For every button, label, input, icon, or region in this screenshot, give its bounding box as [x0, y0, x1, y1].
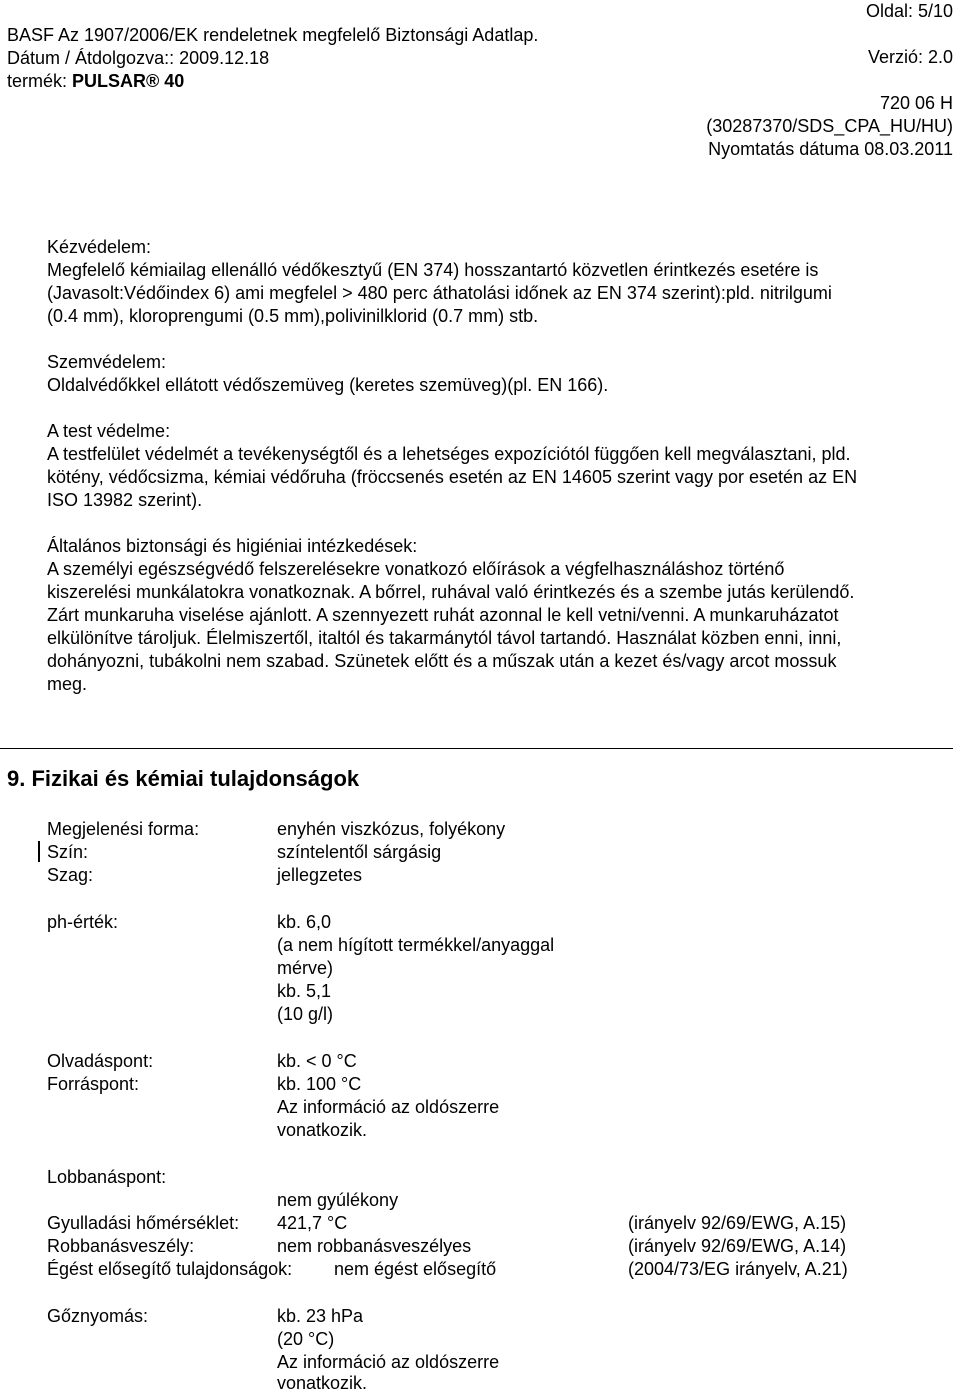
- revision-date: Dátum / Átdolgozva:: 2009.12.18: [7, 48, 270, 68]
- sds-code: (30287370/SDS_CPA_HU/HU): [706, 116, 953, 136]
- ph-value-5: (10 g/l): [277, 1004, 334, 1024]
- product-code: 720 06 H: [879, 93, 953, 113]
- boiling-point-value-3: vonatkozik.: [277, 1120, 368, 1140]
- boiling-point-value-1: kb. 100 °C: [277, 1074, 362, 1094]
- oxidizing-ref: (2004/73/EG irányelv, A.21): [628, 1259, 848, 1279]
- ignition-temp-label: Gyulladási hőmérséklet:: [47, 1213, 240, 1233]
- flash-point-label: Lobbanáspont:: [47, 1167, 167, 1187]
- hygiene-text-6: meg.: [47, 674, 88, 694]
- hand-protection-text-2: (Javasolt:Védőindex 6) ami megfelel > 480 perc áthatolási időnek az EN 374 szerint):pld. nitrilgumi: [47, 283, 832, 303]
- hygiene-text-4: elkülönítve tároljuk. Élelmiszertől, italtól és takarmánytól távol tartandó. Használat közben enni, inni,: [47, 628, 842, 648]
- color-value: színtelentől sárgásig: [277, 842, 442, 862]
- flash-point-value: nem gyúlékony: [277, 1190, 399, 1210]
- section-9-title: 9. Fizikai és kémiai tulajdonságok: [7, 766, 360, 791]
- ph-value-3: mérve): [277, 958, 334, 978]
- explosion-value: nem robbanásveszélyes: [277, 1236, 472, 1256]
- ph-value-4: kb. 5,1: [277, 981, 332, 1001]
- protection-section: [47, 236, 957, 696]
- melting-point-value: kb. < 0 °C: [277, 1051, 357, 1071]
- ignition-temp-value: 421,7 °C: [277, 1213, 348, 1233]
- explosion-ref: (irányelv 92/69/EWG, A.14): [628, 1236, 847, 1256]
- vapour-pressure-value-4: vonatkozik.: [277, 1373, 368, 1393]
- appearance-value: enyhén viszkózus, folyékony: [277, 819, 506, 839]
- version: Verzió: 2.0: [867, 47, 953, 67]
- vapour-pressure-value-2: (20 °C): [277, 1329, 335, 1349]
- body-protection-text-2: kötény, védőcsizma, kémiai védőruha (fröccsenés esetén az EN 14605 szerint vagy por esetén az EN: [47, 467, 858, 487]
- header-left: [7, 24, 538, 93]
- vapour-pressure-label: Gőznyomás:: [47, 1306, 149, 1326]
- ph-value-2: (a nem hígított termékkel/anyaggal: [277, 935, 555, 955]
- hygiene-text-5: dohányozni, tubákolni nem szabad. Szünetek előtt és a műszak után a kezet és/vagy arcot mossuk: [47, 651, 837, 671]
- change-marker: [38, 841, 40, 862]
- eye-protection-text: Oldalvédőkkel ellátott védőszemüveg (keretes szemüveg)(pl. EN 166).: [47, 375, 609, 395]
- body-protection-title: A test védelme:: [47, 421, 171, 441]
- color-label: Szín:: [47, 842, 89, 862]
- hand-protection-text-3: (0.4 mm), kloroprengumi (0.5 mm),polivinilklorid (0.7 mm) stb.: [47, 306, 539, 326]
- ph-value-1: kb. 6,0: [277, 912, 332, 932]
- melting-point-label: Olvadáspont:: [47, 1051, 154, 1071]
- hygiene-text-2: kiszerelési munkálatokra vonatkoznak. A bőrrel, ruhával való érintkezés és a szembe jutás kerülendő.: [47, 582, 855, 602]
- vapour-pressure-value-3: Az információ az oldószerre: [277, 1352, 500, 1372]
- hygiene-text-1: A személyi egészségvédő felszerelésekre vonatkozó előírások a végfelhasználáshoz történő: [47, 559, 785, 579]
- eye-protection-title: Szemvédelem:: [47, 352, 167, 372]
- body-protection-text-3: ISO 13982 szerint).: [47, 490, 203, 510]
- header-right: [706, 0, 953, 161]
- product-line: termék: PULSAR® 40: [7, 71, 185, 91]
- hygiene-title: Általános biztonsági és higiéniai intézkedések:: [47, 536, 418, 556]
- ignition-temp-ref: (irányelv 92/69/EWG, A.15): [628, 1213, 847, 1233]
- oxidizing-value: nem égést elősegítő: [334, 1259, 497, 1279]
- oxidizing-label: Égést elősegítő tulajdonságok:: [47, 1259, 293, 1279]
- explosion-label: Robbanásveszély:: [47, 1236, 195, 1256]
- odor-value: jellegzetes: [277, 865, 363, 885]
- ph-label: ph-érték:: [47, 912, 119, 932]
- hand-protection-text-1: Megfelelő kémiailag ellenálló védőkesztyű (EN 374) hosszantartó közvetlen érintkezés esetére is: [47, 260, 819, 280]
- odor-label: Szag:: [47, 865, 94, 885]
- hygiene-text-3: Zárt munkaruha viselése ajánlott. A szennyezett ruhát azonnal le kell vetni/venni. A munkaruházatot: [47, 605, 839, 625]
- regulation-title: BASF Az 1907/2006/EK rendeletnek megfelelő Biztonsági Adatlap.: [7, 25, 539, 45]
- vapour-pressure-value-1: kb. 23 hPa: [277, 1306, 364, 1326]
- boiling-point-value-2: Az információ az oldószerre: [277, 1097, 500, 1117]
- print-date: Nyomtatás dátuma 08.03.2011: [708, 139, 953, 159]
- page-number: Oldal: 5/10: [865, 1, 953, 21]
- body-protection-text-1: A testfelület védelmét a tevékenységtől és a lehetséges expozíciótól függően kell megválasztani, pld.: [47, 444, 851, 464]
- section-divider: [0, 748, 953, 749]
- hand-protection-title: Kézvédelem:: [47, 237, 152, 257]
- product-name: PULSAR® 40: [72, 71, 185, 91]
- appearance-label: Megjelenési forma:: [47, 819, 200, 839]
- boiling-point-label: Forráspont:: [47, 1074, 140, 1094]
